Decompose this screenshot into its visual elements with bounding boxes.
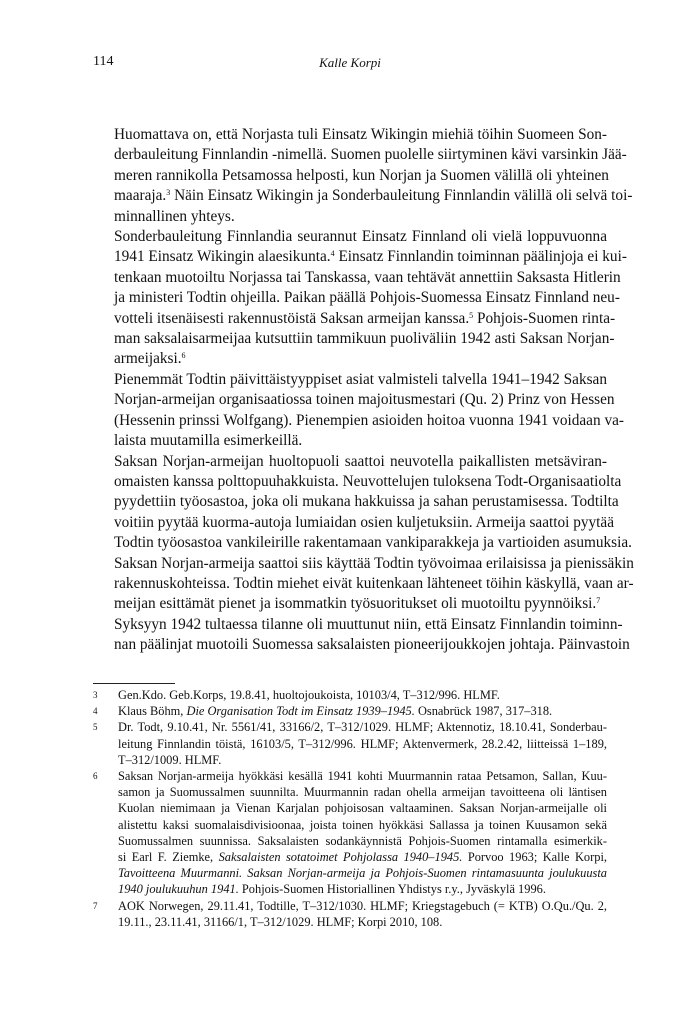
text-line: nan päälinjat muotoili Suomessa saksalaisten pioneerijoukkojen johtaja. Päinvastoin: [114, 636, 630, 654]
body-text: [93, 125, 634, 656]
footnotes: [93, 687, 607, 930]
footnote-line: 19.11., 23.11.41, 31166/1, T–312/1029. HLMF; Korpi 2010, 108.: [118, 914, 443, 929]
text-line: Pienemmät Todtin päivittäistyyppiset asiat valmisteli talvella 1941–1942 Saksan: [114, 370, 607, 388]
text-line: Sonderbauleitung Finnlandia seurannut Einsatz Finnland oli vielä loppuvuonna: [114, 228, 607, 246]
text-line: pyydettiin työosastoa, joka oli mukana hakkuissa ja sahan perustamisessa. Todtilta: [114, 493, 619, 511]
footnote-divider: [93, 683, 175, 684]
footnote: [93, 703, 607, 719]
footnote-ref: 5: [469, 310, 474, 320]
text-line: meren rannikolla Petsamossa helposti, kun Norjan ja Suomen välillä oli yhteinen: [114, 166, 609, 184]
text-line: votteli itsenäisesti rakennustöistä Saksan armeijan kanssa.$^5$ Pohjois-Suomen rinta-: [114, 309, 616, 327]
footnote-line: Klaus Böhm, Die Organisation Todt im Einsatz 1939–1945. Osnabrück 1987, 317–318.: [118, 704, 553, 719]
footnote-ref: 6: [181, 351, 186, 361]
text-line: Saksan Norjan-armeijan huoltopuoli saattoi neuvotella paikallisten metsäviran-: [114, 452, 607, 470]
footnote: [93, 768, 607, 898]
text-line: armeijaksi.$^6$: [114, 350, 186, 368]
text-line: Saksan Norjan-armeija saattoi siis käyttää Todtin työvoimaa erilaisissa ja pienissäkin: [114, 554, 634, 572]
page-header: [93, 54, 607, 74]
footnote-ref: 7: [596, 596, 601, 606]
text-line: derbauleitung Finnlandin -nimellä. Suomen puolelle siirtyminen kävi varsinkin Jää-: [114, 146, 627, 164]
footnote-number: 4: [93, 706, 98, 717]
text-line: 1941 Einsatz Wikingin alaesikunta.$^4$ Einsatz Finnlandin toiminnan päälinjoja ei kui-: [114, 248, 627, 266]
paragraph: [93, 227, 627, 370]
footnote-number: 6: [93, 771, 98, 782]
footnote-line: AOK Norwegen, 29.11.41, Todtille, T–312/1030. HLMF; Kriegstagebuch (= KTB) O.Qu./Qu. 2,: [118, 898, 607, 913]
footnote-line: leitung Finnlandin töistä, 16103/5, T–312/996. HLMF; Aktenvermerk, 28.2.42, liitteissä 1–189,: [118, 736, 607, 751]
text-line: meijan esittämät pienet ja isommatkin työsuoritukset oli muotoiltu pyynnöiksi.$^7$: [114, 595, 601, 613]
footnote-line: samon ja Suomussalmen suunnilta. Muurmannin radan ohella armeijan tavoitteena oli läntisen: [118, 785, 607, 800]
text-line: Huomattava on, että Norjasta tuli Einsatz Wikingin miehiä töihin Suomeen Son-: [114, 126, 607, 143]
footnote-line: Gen.Kdo. Geb.Korps, 19.8.41, huoltojoukoista, 10103/4, T–312/996. HLMF.: [118, 688, 500, 702]
footnote-ref: 4: [330, 249, 335, 259]
paragraph: [93, 370, 624, 452]
text-line: ja ministeri Todtin ohjeilla. Paikan päällä Pohjois-Suomessa Einsatz Finnland neu-: [114, 289, 620, 307]
footnote-ref: 3: [166, 188, 171, 198]
footnote-line: alistettu kaksi suomalaisdivisioonaa, joista toinen hyökkäsi Sallassa ja toinen Kuusamon sekä: [118, 817, 607, 832]
footnote: [93, 898, 607, 930]
footnote-number: 3: [93, 690, 98, 700]
text-line: (Hessenin prinssi Wolfgang). Pienempien asioiden hoitoa vuonna 1941 voidaan va-: [114, 411, 624, 429]
footnote-number: 7: [93, 900, 98, 911]
footnote-line: Suomussalmen suunnissa. Saksalaisten sodankäynnistä Pohjois-Suomen rintamalla esimerkik-: [118, 833, 607, 848]
footnote-line: Kuolan niemimaan ja Vienan Karjalan pohjoisosan valtaaminen. Saksan Norjan-armeijalle oli: [118, 801, 607, 816]
footnote-number: 5: [93, 722, 98, 733]
text-line: minnallinen yhteys.: [114, 207, 235, 225]
paragraph: [93, 615, 630, 656]
footnote-line: Dr. Todt, 9.10.41, Nr. 5561/41, 33166/2, T–312/1029. HLMF; Aktennotiz, 18.10.41, Sonderbau-: [118, 720, 607, 735]
footnote-line: 1940 joulukuuhun 1941. Pohjois-Suomen Historiallinen Yhdistys r.y., Jyväskylä 1996.: [118, 882, 546, 897]
text-line: rakennuskohteissa. Todtin miehet eivät kuitenkaan lähteneet töihin käskyllä, vaan ar-: [114, 574, 634, 592]
text-line: Norjan-armeijan organisaatiossa toinen majoitusmestari (Qu. 2) Prinz von Hessen: [114, 391, 615, 409]
footnote-line: si Earl F. Ziemke, Saksalaisten sotatoimet Pohjolassa 1940–1945. Porvoo 1963; Kalle Korpi,: [118, 850, 607, 865]
footnote-line: Tavoitteena Muurmanni. Saksan Norjan-armeija ja Pohjois-Suomen rintamasuunta joulukuusta: [118, 866, 607, 881]
footnote: [93, 687, 607, 703]
page-number: 114: [93, 54, 114, 69]
running-head: Kalle Korpi: [319, 55, 381, 70]
text-line: omaisten kanssa polttopuuhakkuista. Neuvottelujen tuloksena Todt-Organisaatiolta: [114, 472, 622, 490]
text-line: man saksalaisarmeijaa kutsuttiin tammikuun puoliväliin 1942 asti Saksan Norjan-: [114, 330, 615, 348]
text-line: voitiin pyytää kuorma-autoja lumiaidan osien kuljetuksiin. Armeija saattoi pyytää: [114, 513, 615, 531]
text-line: Syksyyn 1942 tultaessa tilanne oli muuttunut niin, että Einsatz Finnlandin toiminn-: [114, 615, 623, 633]
text-line: tenkaan muotoiltu Norjassa tai Tanskassa, vaan tehtävät annettiin Saksasta Hitlerin: [114, 268, 621, 286]
text-line: maaraja.$^3$ Näin Einsatz Wikingin ja Sonderbauleitung Finnlandin välillä oli selvä toi-: [114, 187, 633, 205]
footnote-line: T–312/1009. HLMF.: [118, 752, 222, 767]
paragraph: [93, 452, 634, 615]
text-line: laista muutamilla esimerkeillä.: [114, 432, 303, 450]
text-line: Todtin työosastoa vankileirille rakentamaan vankiparakkeja ja vartioiden asumuksia.: [114, 534, 633, 552]
footnote: [93, 719, 607, 768]
footnote-line: Saksan Norjan-armeija hyökkäsi kesällä 1941 kohti Muurmannin rataa Petsamon, Sallan, Kuu-: [118, 769, 607, 784]
paragraph: [93, 125, 633, 227]
